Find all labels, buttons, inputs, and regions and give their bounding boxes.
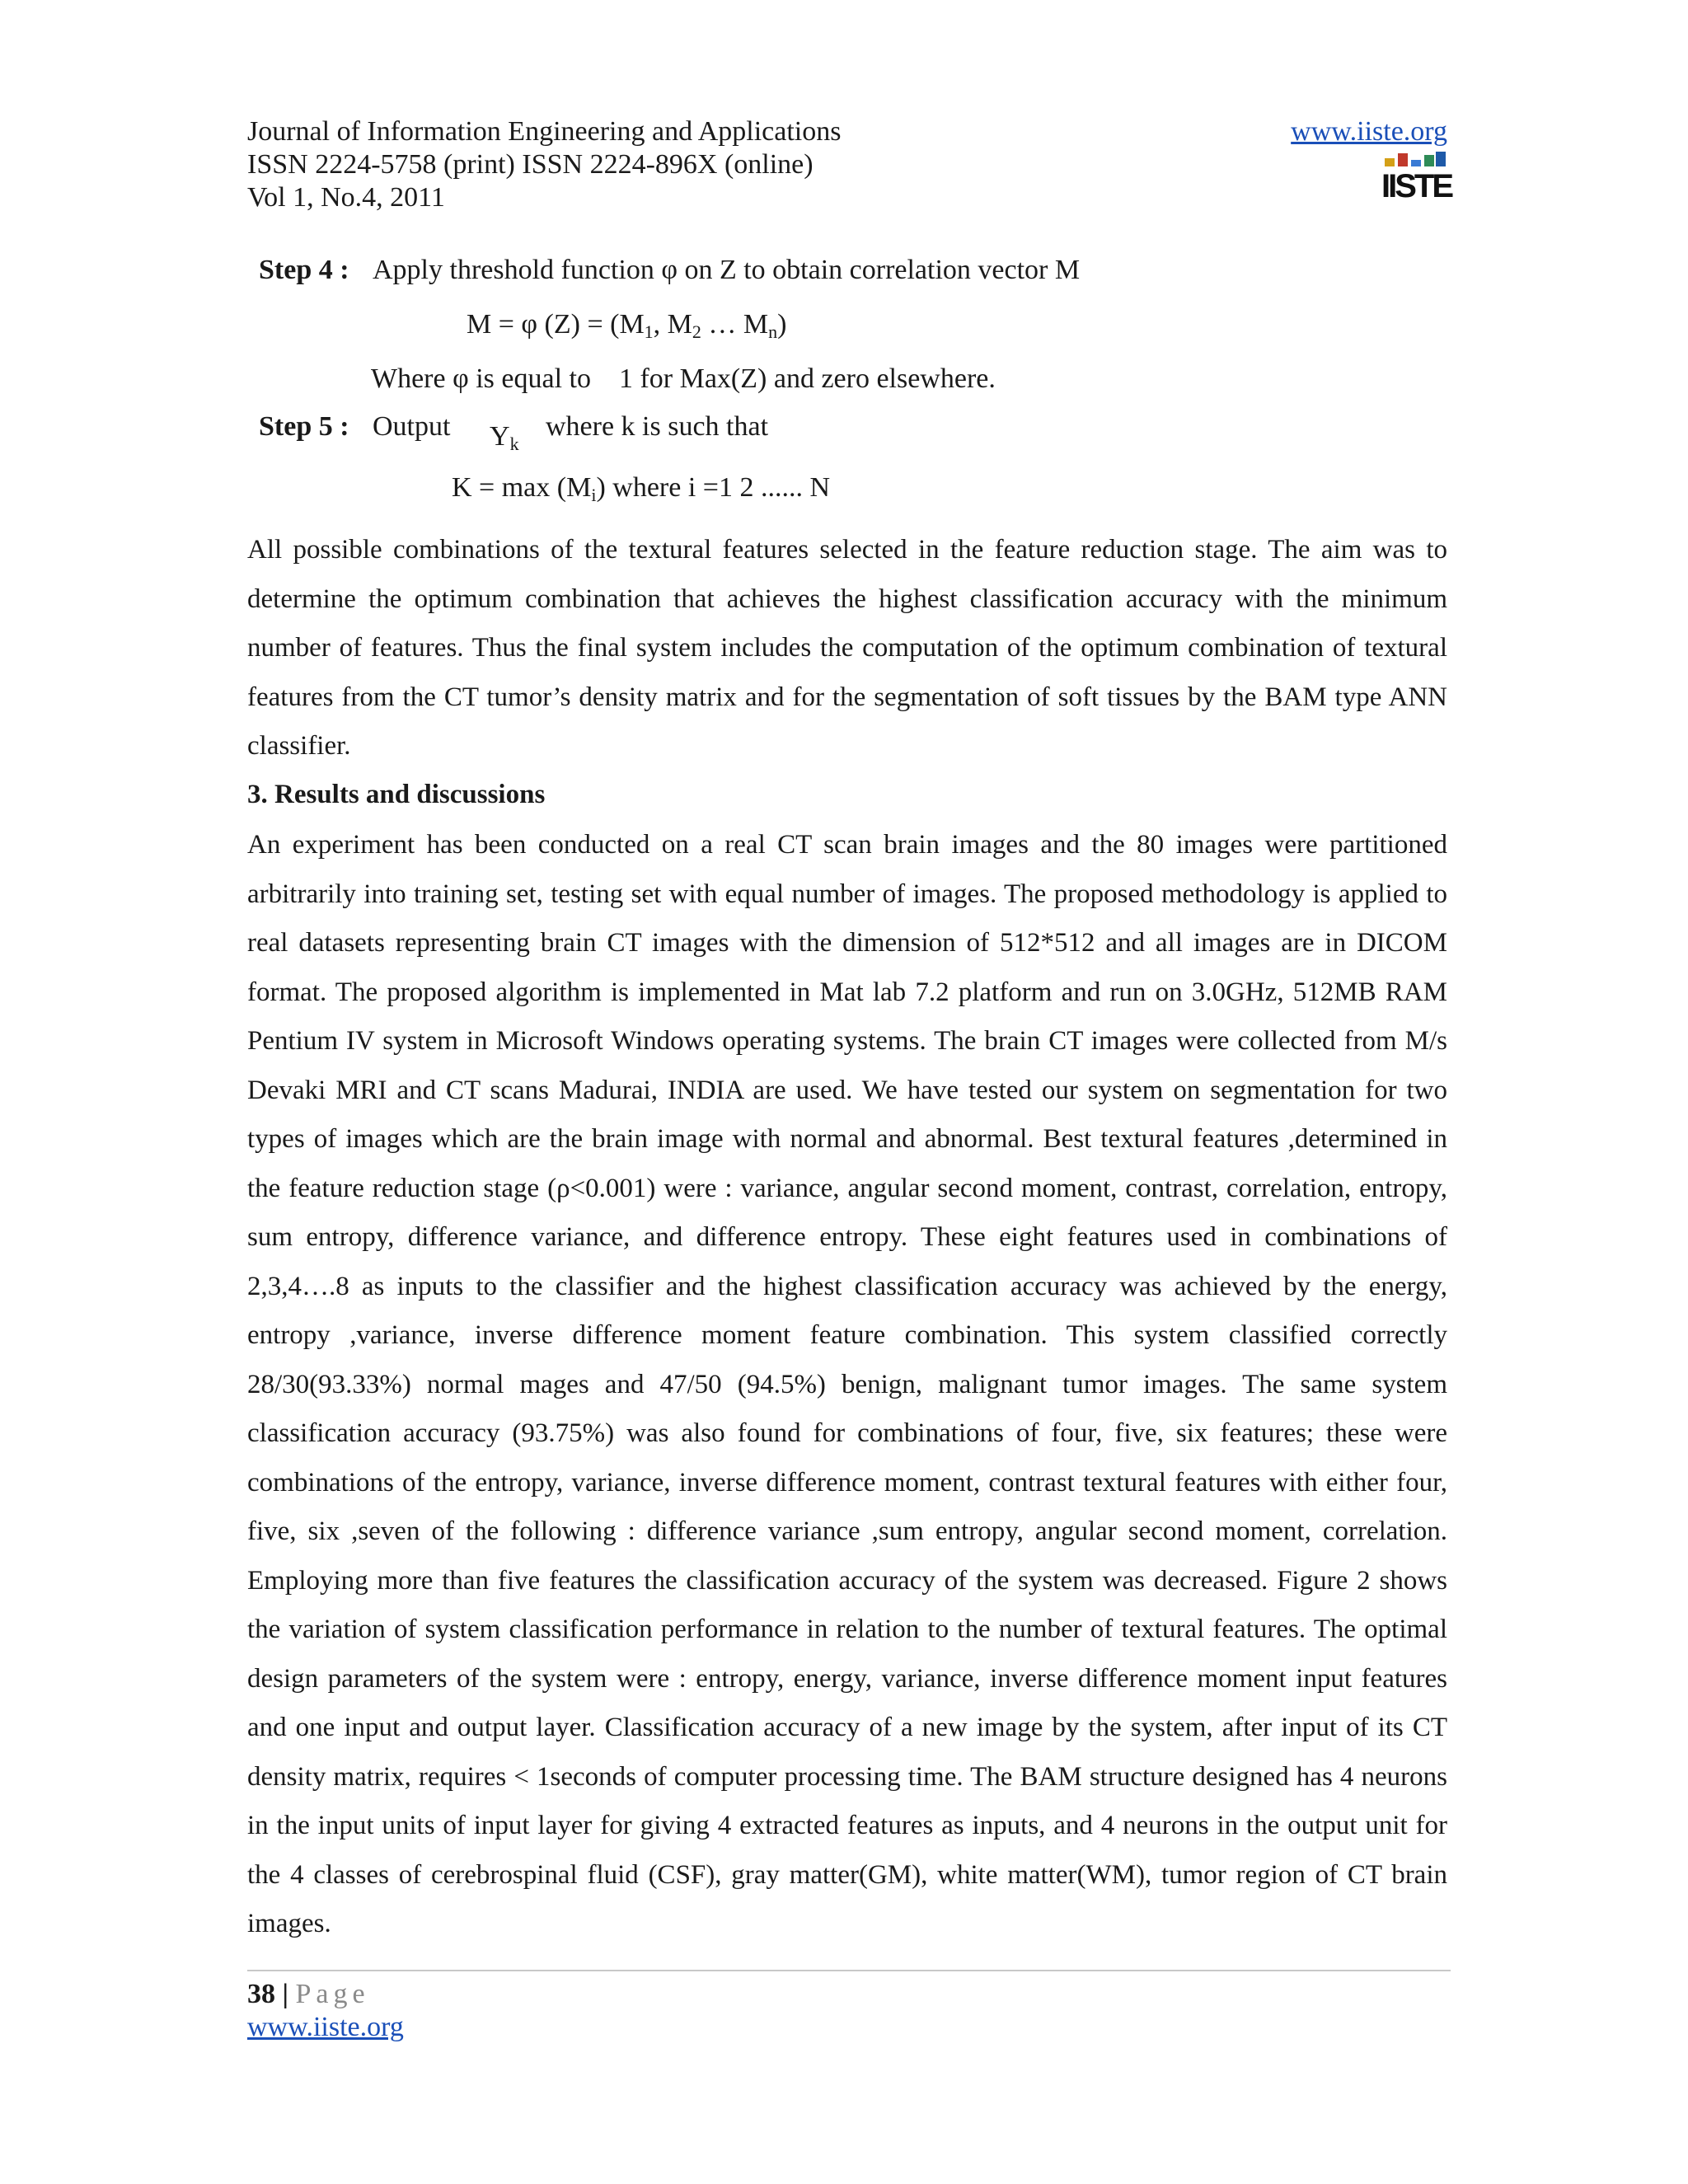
footer-divider: [247, 1970, 1451, 1971]
step4-description: Apply threshold function φ on Z to obtain correlation vector M: [373, 255, 1081, 285]
phi-definition: Where φ is equal to 1 for Max(Z) and zero elsewhere.: [371, 363, 996, 394]
page-number: 38: [247, 1979, 275, 2009]
step5-description: where k is such that: [546, 411, 769, 442]
iiste-logo: [1381, 152, 1452, 214]
section-heading-results: 3. Results and discussions: [247, 780, 546, 809]
paragraph-results: An experiment has been conducted on a real CT scan brain images and the 80 images were partitioned arbitrarily into training set, testing set with equal number of images. The proposed methodology is applied to real datasets representing brain CT images with the dimension of 512*512 and all images are in DICOM format. The proposed algorithm is implemented in Mat lab 7.2 platform and run on 3.0GHz, 512MB RAM Pentium IV system in Microsoft Windows operating systems. The brain CT images were collected from M/s Devaki MRI and CT scans Madurai, INDIA are used. We have tested our system on segmentation for two types of images which are the brain image with normal and abnormal. Best textural features ,determined in the feature reduction stage (ρ<0.001) were : variance, angular second moment, contrast, correlation, entropy, sum entropy, difference variance, and difference entropy. These eight features used in combinations of 2,3,4….8 as inputs to the classifier and the highest classification accuracy was achieved by the energy, entropy ,variance, inverse difference moment feature combination. This system classified correctly 28/30(93.33%) normal mages and 47/50 (94.5%) benign, malignant tumor images. The same system classification accuracy (93.75%) was also found for combinations of four, five, six features; these were combinations of the entropy, variance, inverse difference moment, contrast textural features with either four, five, six ,seven of the following : difference variance ,sum entropy, angular second moment, correlation. Employing more than five features the classification accuracy of the system was decreased. Figure 2 shows the variation of system classification performance in relation to the number of textural features. The optimal design parameters of the system were : entropy, energy, variance, inverse difference moment input features and one input and output layer. Classification accuracy of a new image by the system, after input of its CT density matrix, requires < 1seconds of computer processing time. The BAM structure designed has 4 neurons in the input units of input layer for giving 4 extracted features as inputs, and 4 neurons in the output unit for the 4 classes of cerebrospinal fluid (CSF), gray matter(GM), white matter(WM), tumor region of CT brain images.: [247, 830, 1447, 1938]
logo-wordmark: IISTE: [1381, 168, 1452, 204]
paragraph-feature-combinations: All possible combinations of the textural features selected in the feature reduction stage. The aim was to determine the optimum combination that achieves the highest classification accuracy with the minimum number of features. Thus the final system includes the computation of the optimum combination of textural features from the CT tumor’s density matrix and for the segmentation of soft tissues by the BAM type ANN classifier.: [247, 535, 1447, 761]
issn-line: ISSN 2224-5758 (print) ISSN 2224-896X (online): [247, 149, 814, 180]
logo-bars-icon: [1381, 152, 1447, 166]
formula-m: M = φ $(Z) = (M_1$, $M_2$ … $M_n$): [467, 309, 787, 342]
formula-k: $K = \max (M_i)$ where i =1 2 ...... N: [452, 472, 831, 505]
step5-row: [259, 410, 349, 443]
step4-label: Step 4 :: [259, 255, 349, 285]
header-website-link[interactable]: www.iiste.org: [1291, 116, 1447, 147]
page-label: Page: [295, 1979, 370, 2009]
step5-label: Step 5 :: [259, 411, 349, 442]
page-footer: [247, 1978, 404, 2044]
step4-row: [259, 254, 349, 287]
footer-separator: |: [275, 1979, 296, 2009]
step5-output-symbol: $Y_k$: [490, 421, 519, 454]
page-header: [247, 115, 1452, 214]
step5-output-word: Output: [373, 411, 451, 442]
journal-title: Journal of Information Engineering and Applications: [247, 116, 842, 147]
volume-line: Vol 1, No.4, 2011: [247, 182, 445, 213]
footer-website-link[interactable]: www.iiste.org: [247, 2012, 404, 2042]
